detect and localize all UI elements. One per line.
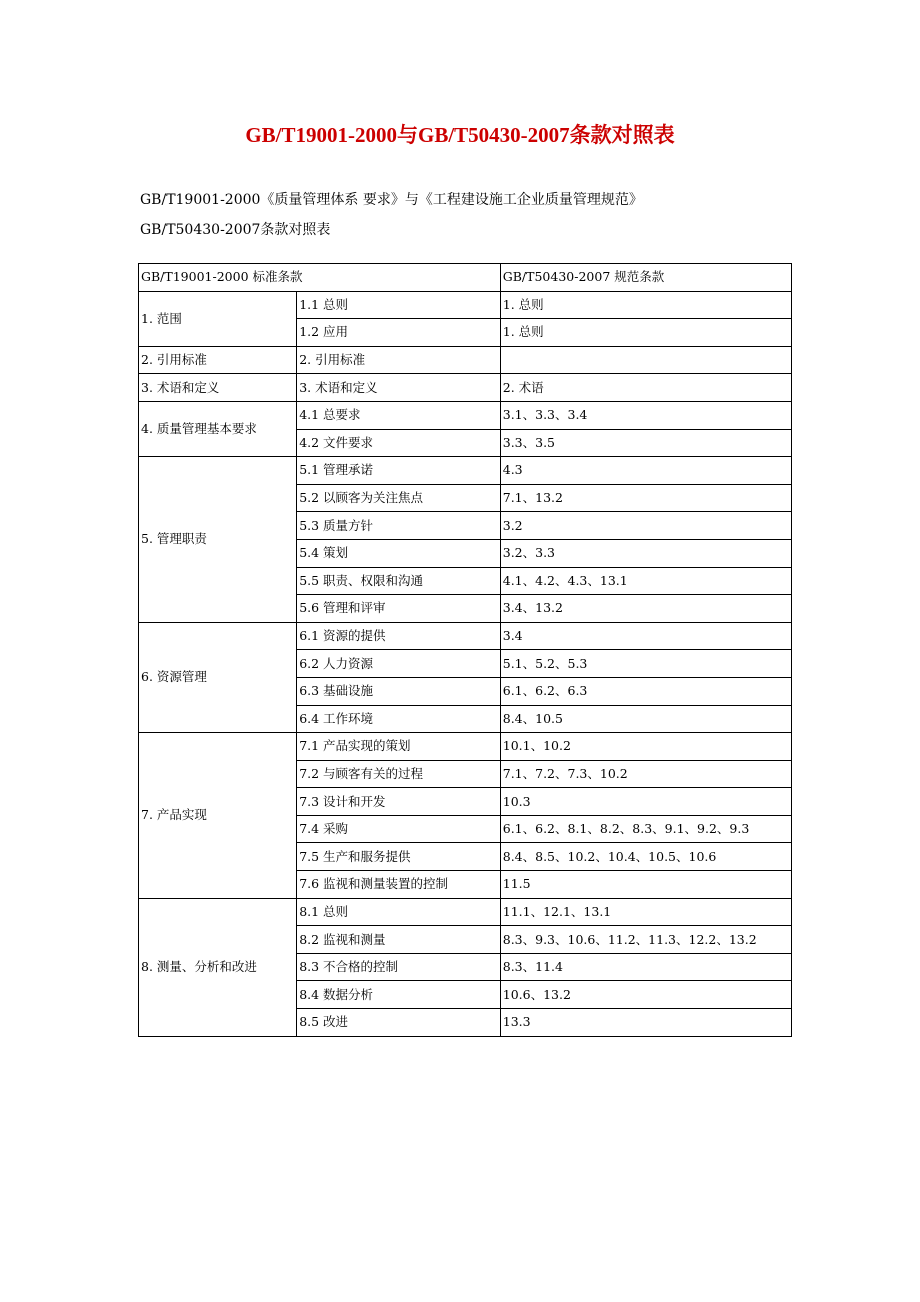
clause-cell: 4.1 总要求 xyxy=(297,401,501,429)
group-label: 2. 引用标准 xyxy=(139,346,297,374)
mapping-cell: 5.1、5.2、5.3 xyxy=(500,650,791,678)
page-title: GB/T19001-2000与GB/T50430-2007条款对照表 xyxy=(245,123,675,147)
mapping-cell: 6.1、6.2、6.3 xyxy=(500,677,791,705)
mapping-cell: 6.1、6.2、8.1、8.2、8.3、9.1、9.2、9.3 xyxy=(500,815,791,843)
clause-cell: 7.1 产品实现的策划 xyxy=(297,733,501,761)
mapping-cell: 3.4、13.2 xyxy=(500,595,791,623)
clause-cell: 5.1 管理承诺 xyxy=(297,457,501,485)
clause-cell: 8.5 改进 xyxy=(297,1009,501,1037)
mapping-cell: 11.1、12.1、13.1 xyxy=(500,898,791,926)
table-row xyxy=(139,401,792,429)
mapping-cell: 3.3、3.5 xyxy=(500,429,791,457)
mapping-cell: 13.3 xyxy=(500,1009,791,1037)
mapping-cell: 3.1、3.3、3.4 xyxy=(500,401,791,429)
clause-cell: 8.1 总则 xyxy=(297,898,501,926)
mapping-cell: 4.3 xyxy=(500,457,791,485)
group-label: 5. 管理职责 xyxy=(139,457,297,623)
clause-cell: 8.2 监视和测量 xyxy=(297,926,501,954)
table-row xyxy=(139,346,792,374)
clause-cell: 2. 引用标准 xyxy=(297,346,501,374)
clause-cell: 4.2 文件要求 xyxy=(297,429,501,457)
mapping-cell: 8.3、9.3、10.6、11.2、11.3、12.2、13.2 xyxy=(500,926,791,954)
group-label: 4. 质量管理基本要求 xyxy=(139,401,297,456)
intro-line-1: GB/T19001-2000《质量管理体系 要求》与《工程建设施工企业质量管理规范》 xyxy=(140,192,643,208)
mapping-cell: 10.3 xyxy=(500,788,791,816)
mapping-cell: 3.4 xyxy=(500,622,791,650)
clause-cell: 8.4 数据分析 xyxy=(297,981,501,1009)
group-label: 8. 测量、分析和改进 xyxy=(139,898,297,1036)
mapping-cell: 11.5 xyxy=(500,871,791,899)
mapping-cell: 2. 术语 xyxy=(500,374,791,402)
table-header-row xyxy=(139,264,792,292)
mapping-cell: 8.4、8.5、10.2、10.4、10.5、10.6 xyxy=(500,843,791,871)
table-row xyxy=(139,733,792,761)
header-left: GB/T19001-2000 标准条款 xyxy=(139,264,501,292)
clause-cell: 7.2 与顾客有关的过程 xyxy=(297,760,501,788)
clause-cell: 7.3 设计和开发 xyxy=(297,788,501,816)
group-label: 1. 范围 xyxy=(139,291,297,346)
table-body xyxy=(139,264,792,1037)
clause-cell: 7.4 采购 xyxy=(297,815,501,843)
intro-line-2: GB/T50430-2007条款对照表 xyxy=(140,222,331,238)
clause-cell: 6.4 工作环境 xyxy=(297,705,501,733)
clause-cell: 7.6 监视和测量装置的控制 xyxy=(297,871,501,899)
header-right: GB/T50430-2007 规范条款 xyxy=(500,264,791,292)
mapping-cell xyxy=(500,346,791,374)
clause-cell: 5.3 质量方针 xyxy=(297,512,501,540)
group-label: 3. 术语和定义 xyxy=(139,374,297,402)
table-row xyxy=(139,457,792,485)
clause-cell: 6.3 基础设施 xyxy=(297,677,501,705)
table-row xyxy=(139,374,792,402)
clause-cell: 5.6 管理和评审 xyxy=(297,595,501,623)
table-row xyxy=(139,898,792,926)
clause-cell: 3. 术语和定义 xyxy=(297,374,501,402)
mapping-cell: 3.2 xyxy=(500,512,791,540)
mapping-cell: 7.1、7.2、7.3、10.2 xyxy=(500,760,791,788)
group-label: 6. 资源管理 xyxy=(139,622,297,732)
mapping-cell: 8.4、10.5 xyxy=(500,705,791,733)
mapping-cell: 10.1、10.2 xyxy=(500,733,791,761)
mapping-cell: 1. 总则 xyxy=(500,319,791,347)
mapping-cell: 8.3、11.4 xyxy=(500,953,791,981)
clause-cell: 5.5 职责、权限和沟通 xyxy=(297,567,501,595)
mapping-cell: 3.2、3.3 xyxy=(500,539,791,567)
clause-cell: 5.4 策划 xyxy=(297,539,501,567)
group-label: 7. 产品实现 xyxy=(139,733,297,899)
mapping-cell: 4.1、4.2、4.3、13.1 xyxy=(500,567,791,595)
table-row xyxy=(139,291,792,319)
clause-cell: 1.1 总则 xyxy=(297,291,501,319)
clause-cell: 6.1 资源的提供 xyxy=(297,622,501,650)
clause-cell: 1.2 应用 xyxy=(297,319,501,347)
clause-comparison-table xyxy=(138,263,792,1037)
mapping-cell: 7.1、13.2 xyxy=(500,484,791,512)
clause-cell: 5.2 以顾客为关注焦点 xyxy=(297,484,501,512)
clause-cell: 6.2 人力资源 xyxy=(297,650,501,678)
table-row xyxy=(139,622,792,650)
mapping-cell: 10.6、13.2 xyxy=(500,981,791,1009)
clause-cell: 7.5 生产和服务提供 xyxy=(297,843,501,871)
mapping-cell: 1. 总则 xyxy=(500,291,791,319)
clause-cell: 8.3 不合格的控制 xyxy=(297,953,501,981)
